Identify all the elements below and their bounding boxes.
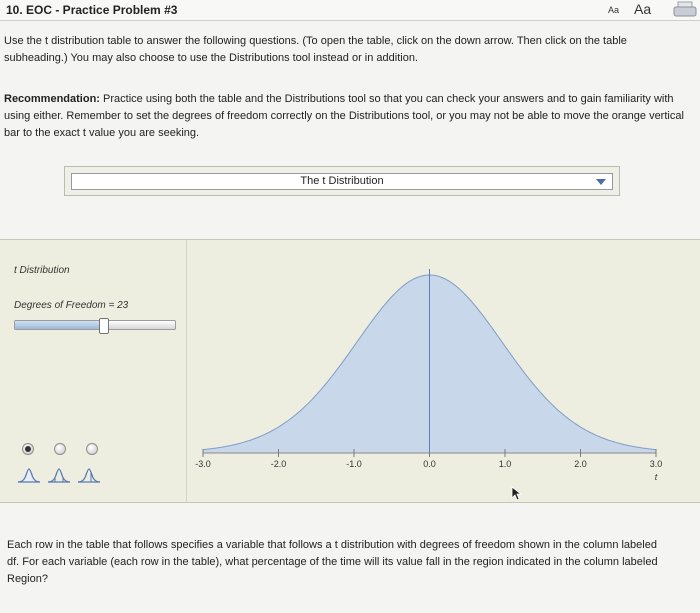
slider-thumb[interactable] [99,318,109,334]
font-size-small-button[interactable]: Aa [608,5,620,15]
two-tail-icon[interactable] [46,467,72,485]
recommendation-paragraph [4,91,692,142]
x-tick-label-5: 2.0 [574,459,587,469]
slider-fill [15,321,103,329]
x-tick-label-6: 3.0 [649,459,663,469]
bell-curve-icon[interactable] [16,467,42,485]
distribution-select[interactable] [71,173,613,190]
x-tick-label-0: -3.0 [195,459,211,469]
radio-option-2[interactable] [54,443,66,455]
distributions-tool [0,239,700,503]
x-tick-label-4: 1.0 [498,459,512,469]
recommendation-text: Practice using both the table and the Distributions tool so that you can check your answers and to gain familiarity with using either. Remember to set the degrees of freedom correctly on the Distributions tool, or you may not be able to move the orange vertical bar to the exact t value you are seeking. [4,93,684,139]
tool-title: t Distribution [14,265,70,276]
printer-icon[interactable] [670,0,700,18]
problem-title: 10. EOC - Practice Problem #3 [6,3,178,17]
question-text: Each row in the table that follows specifies a variable that follows a t distribution with degrees of freedom shown in the column labeled df. For each variable (each row in the table), what percentage of the time will its value fall in the region indicated in the column labeled Region? [7,539,658,585]
chevron-down-icon[interactable] [596,179,606,185]
right-tail-icon[interactable] [76,467,102,485]
mouse-cursor-icon [511,486,523,502]
t-distribution-plot[interactable] [186,240,700,502]
degrees-of-freedom-slider[interactable] [14,320,176,330]
distribution-selected-label: The t Distribution [300,175,384,187]
radio-option-1[interactable] [22,443,34,455]
instructions-text: Use the t distribution table to answer the following questions. (To open the table, click on the down arrow. Then click on the table subheading.) You may also choose to use the Distributions tool instead or in addition. [4,35,627,64]
x-axis-label: t [654,472,658,482]
x-tick-label-1: -2.0 [270,459,287,469]
distribution-dropdown[interactable] [64,166,620,196]
recommendation-label: Recommendation: [4,93,100,105]
degrees-of-freedom-label: Degrees of Freedom = 23 [14,300,129,311]
radio-option-3[interactable] [86,443,98,455]
font-size-large-button[interactable]: Aa [634,1,652,17]
x-tick-label-2: -1.0 [346,459,362,469]
x-tick-label-3: 0.0 [423,459,436,469]
tool-controls [0,240,187,502]
problem-header [0,0,700,21]
